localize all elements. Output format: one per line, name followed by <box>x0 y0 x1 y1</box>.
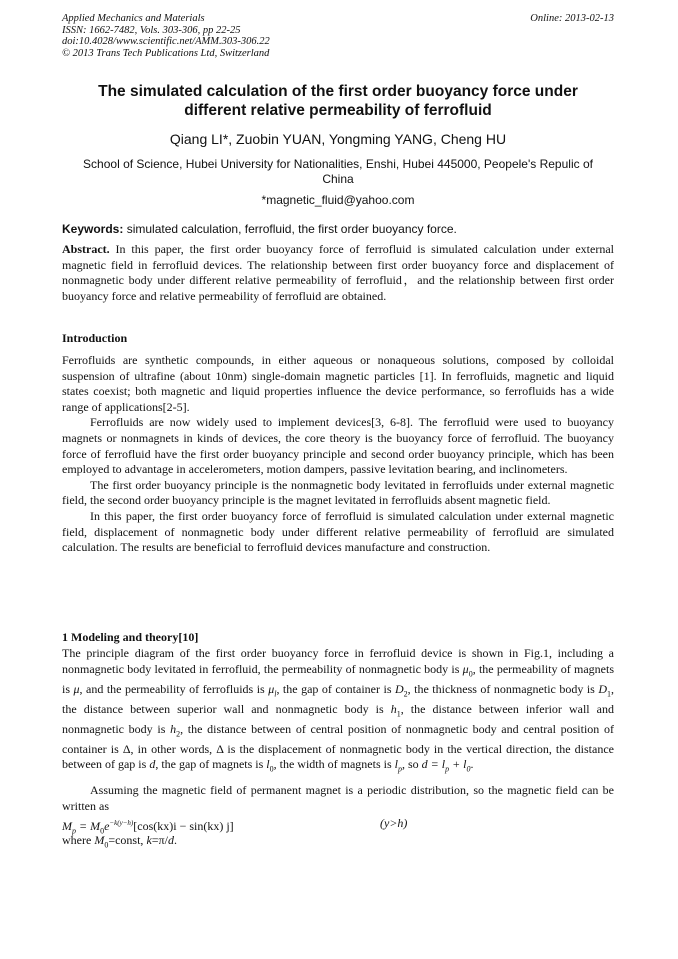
affiliation-line-1: School of Science, Hubei University for Nationalities, Enshi, Hubei 445000, Peopele's Repulic of <box>83 157 593 171</box>
title-line-1: The simulated calculation of the first order buoyancy force under <box>98 83 578 100</box>
doi-line[interactable]: doi:10.4028/www.scientific.net/AMM.303-306.22 <box>62 36 270 47</box>
intro-paragraph-1: Ferrofluids are synthetic compounds, in either aqueous or nonaqueous solutions, composed by colloidal suspension of ultrafine (about 10nm) single-domain magnetic particles [1]. In ferrofluids, magnetic and liquid states coexist; both magnetic and liquid properties influence the device performance, so ferrofluids has a wide range of applications[2-5]. <box>62 353 614 414</box>
intro-paragraph-4: In this paper, the first order buoyancy force of ferrofluid is simulated calculation under external magnetic field, displacement of nonmagnetic body under different relative permeability of ferrofluid are simulated calculation. The results are beneficial to ferrofluid devices manufacture and construction. <box>62 508 614 555</box>
where-clause: where $M_0=const$, k=π/d. <box>62 833 177 850</box>
equation-d: $d = l_p + l_0$ <box>421 757 471 774</box>
issn-line: ISSN: 1662-7482, Vols. 303-306, pp 22-25 <box>62 24 241 36</box>
author-list: Qiang LI*, Zuobin YUAN, Yongming YANG, Cheng HU <box>169 131 507 147</box>
online-date: Online: 2013-02-13 <box>530 13 614 24</box>
journal-name: Applied Mechanics and Materials <box>62 13 205 24</box>
keywords-label: Keywords: <box>62 222 124 236</box>
abstract <box>62 242 614 304</box>
model-paragraph: The principle diagram of the first order buoyancy force in ferrofluid device is shown in Fig.1, including a nonmagnetic body levitated in ferrofluid, the permeability of nonmagnetic body is $\mu_0$, the permeability of magnets is μ, and the permeability of ferrofluids is $\mu_l$, the gap of container is $D_2$, the thickness of nonmagnetic body is $D_1$, the distance between superior wall and nonmagnetic body is $h_1$, the distance between inferior wall and nonmagnetic body is $h_2$, the distance between of central position of nonmagnetic body and central position of container is Δ, in other words, Δ is the displacement of nonmagnetic body in the vertical direction, the distance between of gap is d, the gap of magnets is $l_0$, the width of magnets is $l_p$, so $d = l_p + l_0$. <box>62 646 614 774</box>
section-1-heading: 1 Modeling and theory[10] <box>62 630 199 644</box>
title-line-2: different relative permeability of ferrofluid <box>184 102 492 119</box>
formula-condition: (y>h) <box>380 816 408 830</box>
assume-paragraph: Assuming the magnetic field of permanent magnet is a periodic distribution, so the magnetic field can be written as <box>62 783 614 813</box>
abstract-text: In this paper, the first order buoyancy force of ferrofluid is simulated calculation under external magnetic field in ferrofluid devices. The relationship between first order buoyancy force and displacement of nonmagnetic body under different relative permeability of ferrofluid，and the relationship between first order buoyancy force and relative permeability of ferrofluid are obtained. <box>62 242 614 303</box>
copyright-line: © 2013 Trans Tech Publications Ltd, Switzerland <box>62 47 270 59</box>
affiliation <box>62 157 614 187</box>
intro-paragraph-2: Ferrofluids are now widely used to implement devices[3, 6-8]. The ferrofluid were used to buoyancy magnets or nonmagnets in kinds of devices, the core theory is the buoyancy force of ferrofluid. The buoyancy force of ferrofluid have the first order buoyancy principle and second order buoyancy principle, which has been employed to advantage in accelerometers, motion dampers, passive levitation bearing, and inclinometers. <box>62 415 614 477</box>
magnetization-formula: $M_p = M_0e^{-k(y-h)}[\cos(kx)i - \sin(kx)$ j] (y>h) <box>62 816 408 836</box>
intro-paragraph-3: The first order buoyancy principle is the nonmagnetic body levitated in ferrofluids under external magnetic field, the second order buoyancy principle is the magnet levitated in ferrofluids absent magnetic field. <box>62 477 614 508</box>
introduction-heading: Introduction <box>62 331 128 345</box>
author-email[interactable]: *magnetic_fluid@yahoo.com <box>261 193 415 207</box>
introduction-body <box>62 353 614 556</box>
affiliation-line-2: China <box>322 172 354 186</box>
section-1-body <box>62 646 614 814</box>
paper-title <box>62 82 614 120</box>
abstract-label: Abstract. <box>62 242 110 256</box>
keywords-text: simulated calculation, ferrofluid, the first order buoyancy force. <box>123 222 457 236</box>
keywords <box>62 222 614 237</box>
journal-header <box>62 13 614 59</box>
